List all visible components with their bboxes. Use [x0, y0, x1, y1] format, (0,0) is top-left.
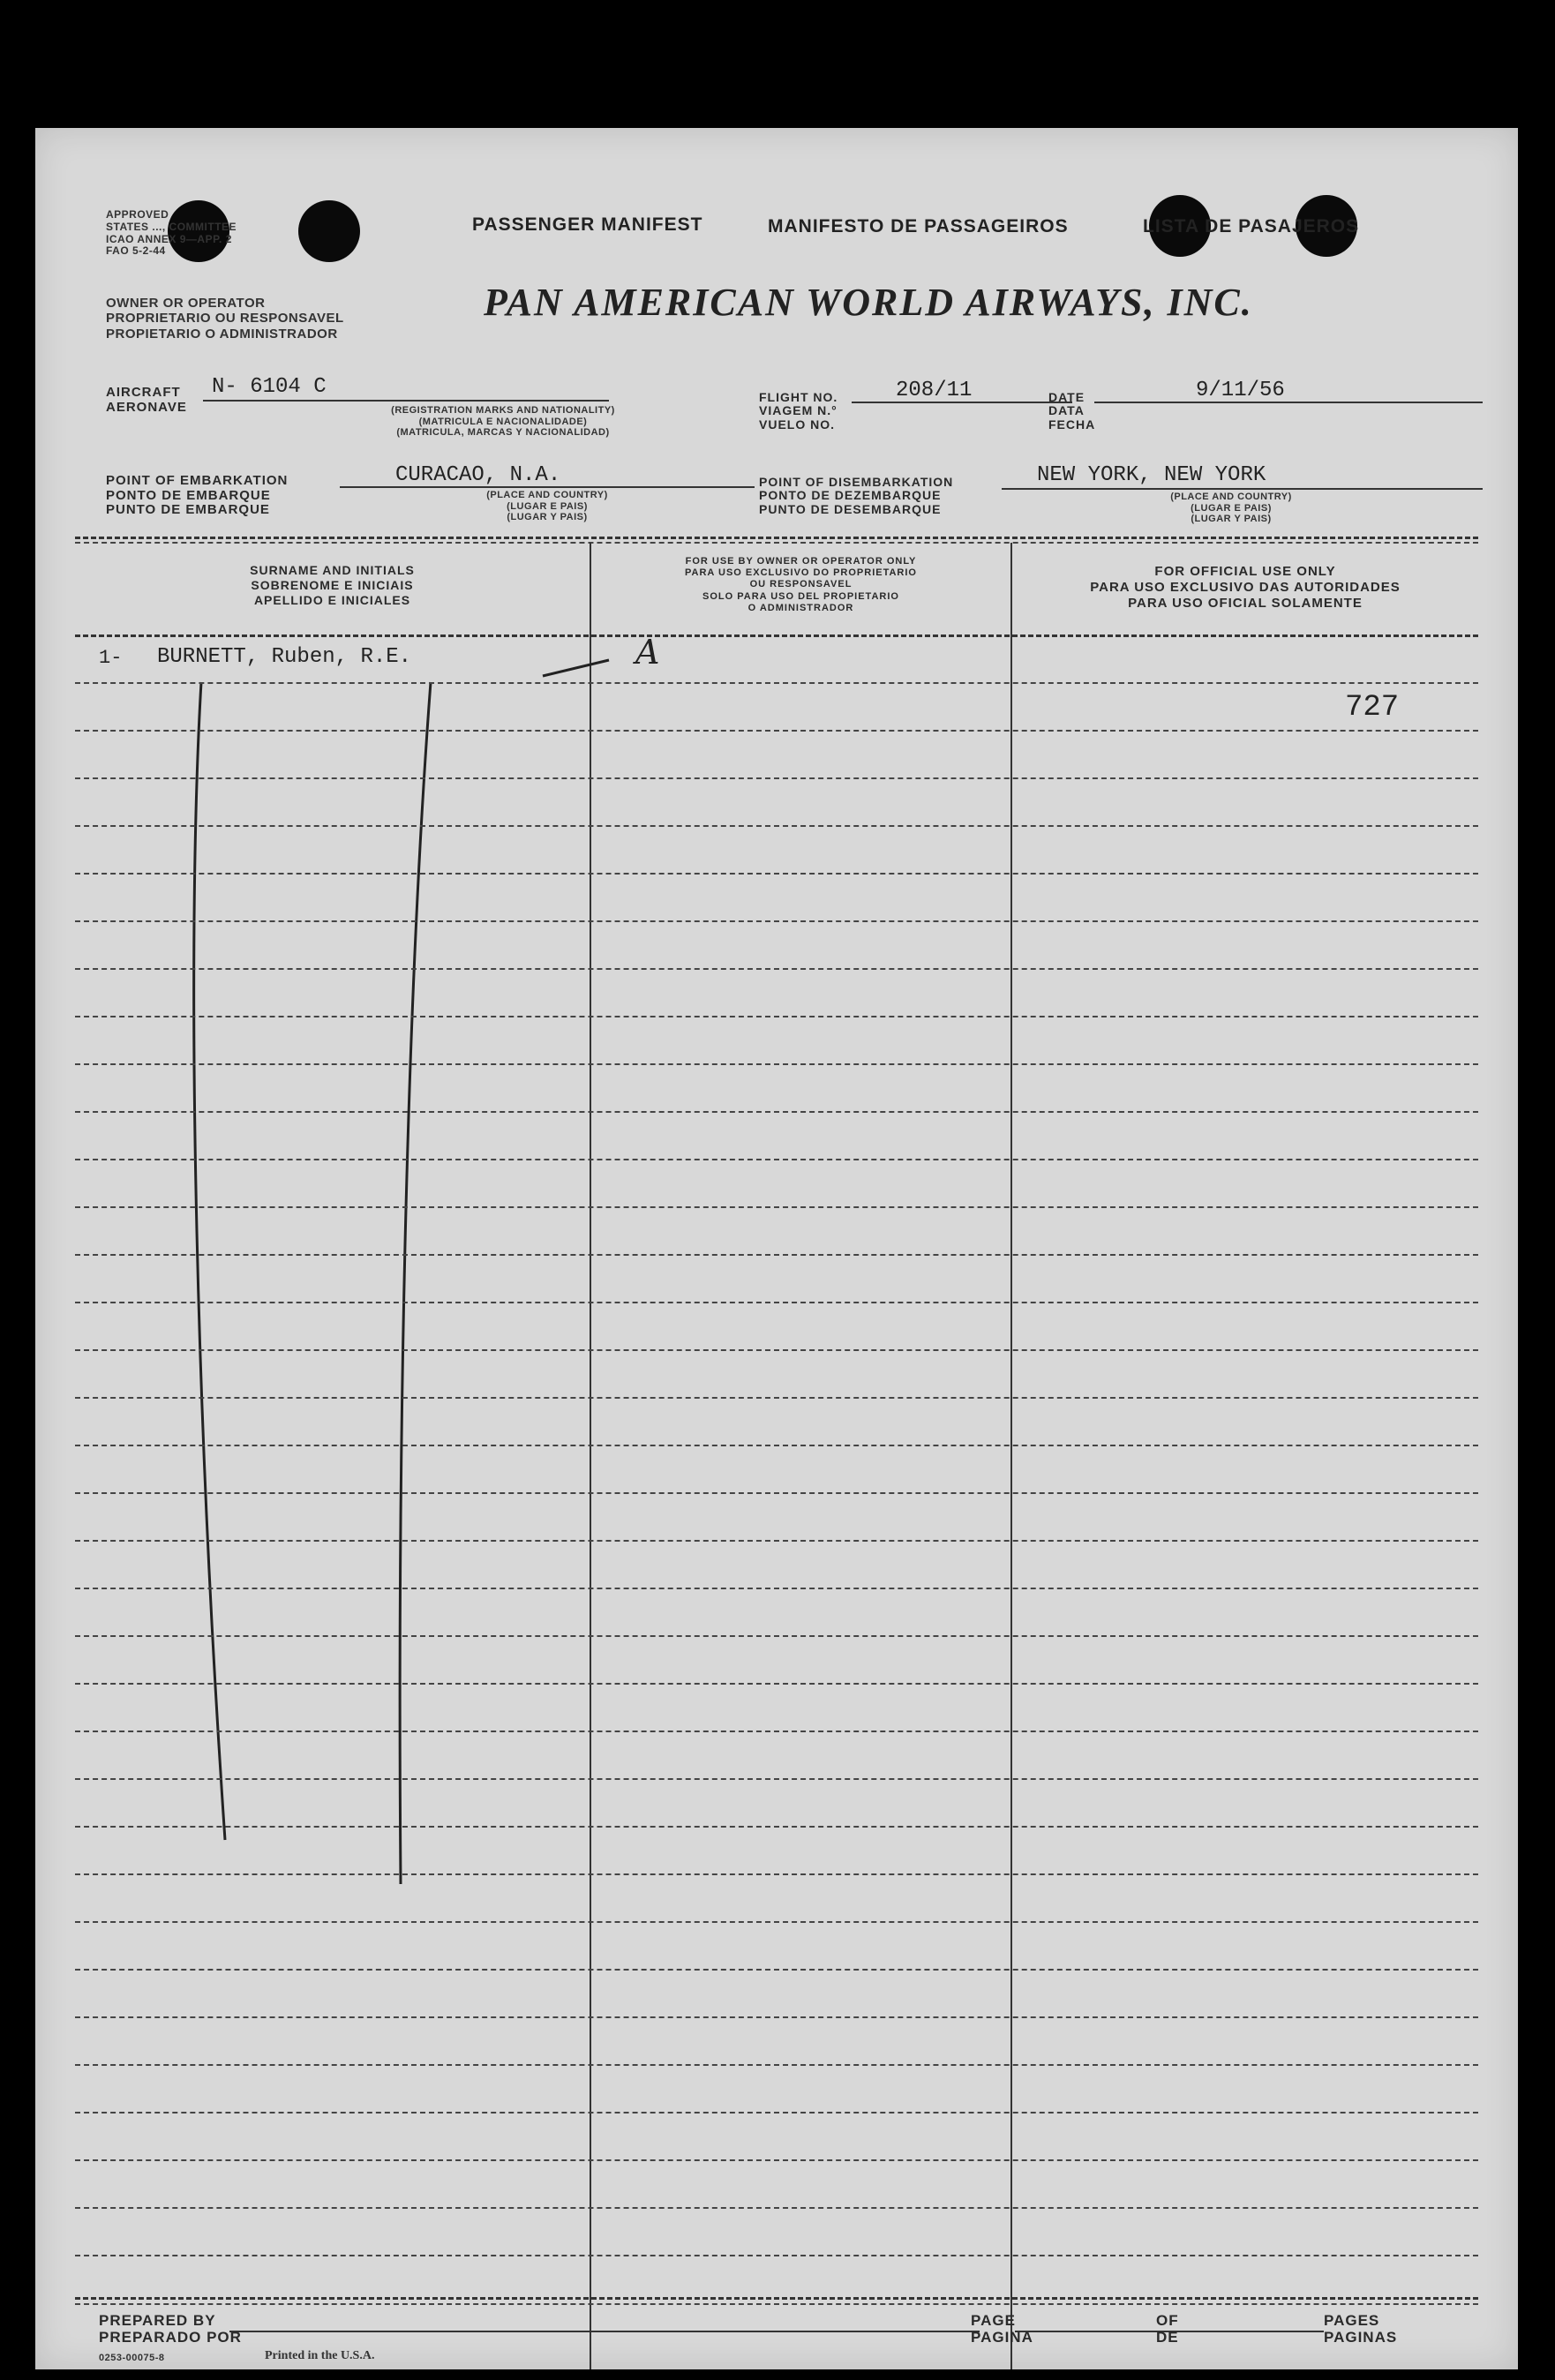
ruled-row-line	[75, 1540, 1478, 1542]
column-header-owner-use: FOR USE BY OWNER OR OPERATOR ONLY PARA USO EXCLUSIVO DO PROPRIETARIO OU RESPONSAVEL SOLO PARA USO DEL PROPIETARIO O ADMINISTRADOR	[685, 556, 917, 613]
regulation-note: APPROVED STATES ..., COMMITTEE ICAO ANNEX 9—APP. 2 FAO 5-2-44	[106, 208, 237, 258]
ruled-row-line	[75, 730, 1478, 732]
date-value: 9/11/56	[1196, 379, 1285, 402]
title-portuguese: MANIFESTO DE PASSAGEIROS	[768, 216, 1069, 236]
ruled-row-line	[75, 1016, 1478, 1017]
flight-value: 208/11	[896, 379, 973, 402]
embarkation-note: (PLACE AND COUNTRY) (LUGAR E PAIS) (LUGAR Y PAIS)	[486, 490, 608, 523]
date-label: DATE DATA FECHA	[1048, 390, 1096, 432]
title-english: PASSENGER MANIFEST	[472, 214, 703, 235]
embarkation-value: CURACAO, N.A.	[395, 463, 561, 487]
of-line	[1183, 2331, 1324, 2332]
column-header-official-use: FOR OFFICIAL USE ONLY PARA USO EXCLUSIVO DAS AUTORIDADES PARA USO OFICIAL SOLAMENTE	[1090, 564, 1401, 611]
aircraft-value: N- 6104 C	[212, 375, 327, 399]
column-header-surname: SURNAME AND INITIALS SOBRENOME E INICIAIS APELLIDO E INICIALES	[250, 563, 415, 607]
ruled-row-line	[75, 1492, 1478, 1494]
aircraft-label: AIRCRAFT AERONAVE	[106, 385, 187, 415]
disembarkation-label: POINT OF DISEMBARKATION PONTO DE DEZEMBARQUE PUNTO DE DESEMBARQUE	[759, 475, 954, 516]
manifest-page	[35, 128, 1518, 2369]
flight-label: FLIGHT NO. VIAGEM N.° VUELO NO.	[759, 390, 838, 432]
owner-label: OWNER OR OPERATOR PROPRIETARIO OU RESPONSAVEL PROPIETARIO O ADMINISTRADOR	[106, 296, 344, 342]
ruled-row-line	[75, 1063, 1478, 1065]
ruled-row-line	[75, 1397, 1478, 1399]
ruled-row-line	[75, 2255, 1478, 2256]
title-spanish: LISTA DE PASAJEROS	[1143, 216, 1360, 236]
footer-top-rule-2	[75, 2303, 1478, 2305]
prepared-by-line	[229, 2331, 980, 2332]
ruled-row-line	[75, 2112, 1478, 2113]
ruled-row-line	[75, 1588, 1478, 1589]
disembarkation-note: (PLACE AND COUNTRY) (LUGAR E PAIS) (LUGAR Y PAIS)	[1170, 492, 1292, 525]
ruled-row-line	[75, 968, 1478, 970]
ruled-row-line	[75, 873, 1478, 875]
ruled-row-line	[75, 1302, 1478, 1303]
ruled-row-line	[75, 1349, 1478, 1351]
ruled-row-line	[75, 1206, 1478, 1208]
operator-name: PAN AMERICAN WORLD AIRWAYS, INC.	[484, 281, 1253, 324]
footer-top-rule	[75, 2297, 1478, 2300]
ruled-row-line	[75, 1111, 1478, 1113]
pages-label: PAGES PAGINAS	[1324, 2312, 1398, 2346]
ruled-row-line	[75, 682, 1478, 684]
ruled-row-line	[75, 2016, 1478, 2018]
passenger-name: BURNETT, Ruben, R.E.	[157, 645, 412, 669]
ruled-row-line	[75, 2064, 1478, 2066]
ruled-row-line	[75, 1826, 1478, 1828]
page-label: PAGE PAGINA	[971, 2312, 1033, 2346]
prepared-by-label: PREPARED BY PREPARADO POR	[99, 2312, 242, 2346]
official-number: 727	[1345, 691, 1400, 725]
ruled-row-line	[75, 1159, 1478, 1160]
aircraft-note: (REGISTRATION MARKS AND NATIONALITY) (MATRICULA E NACIONALIDADE) (MATRICULA, MARCAS Y NACIONALIDAD)	[391, 405, 615, 439]
ruled-row-line	[75, 2207, 1478, 2209]
ruled-row-line	[75, 1778, 1478, 1780]
ruled-row-line	[75, 1969, 1478, 1971]
ruled-row-line	[75, 920, 1478, 922]
ruled-row-line	[75, 777, 1478, 779]
passenger-number: 1-	[99, 647, 123, 669]
ruled-row-line	[75, 1683, 1478, 1685]
ruled-row-line	[75, 1921, 1478, 1923]
printed-note: Printed in the U.S.A.	[265, 2349, 375, 2362]
ruled-row-line	[75, 1254, 1478, 1256]
embarkation-label: POINT OF EMBARKATION PONTO DE EMBARQUE PUNTO DE EMBARQUE	[106, 473, 289, 517]
ruled-row-line	[75, 2159, 1478, 2161]
form-number: 0253-00075-8	[99, 2353, 165, 2363]
of-label: OF DE	[1156, 2312, 1179, 2346]
ruled-row-line	[75, 825, 1478, 827]
ruled-row-line	[75, 1873, 1478, 1875]
ruled-row-line	[75, 1635, 1478, 1637]
handwriting-strokes	[35, 128, 1518, 2369]
owner-mark: A	[635, 633, 660, 672]
ruled-row-line	[75, 1445, 1478, 1446]
disembarkation-value: NEW YORK, NEW YORK	[1037, 463, 1266, 487]
ruled-row-line	[75, 1731, 1478, 1732]
